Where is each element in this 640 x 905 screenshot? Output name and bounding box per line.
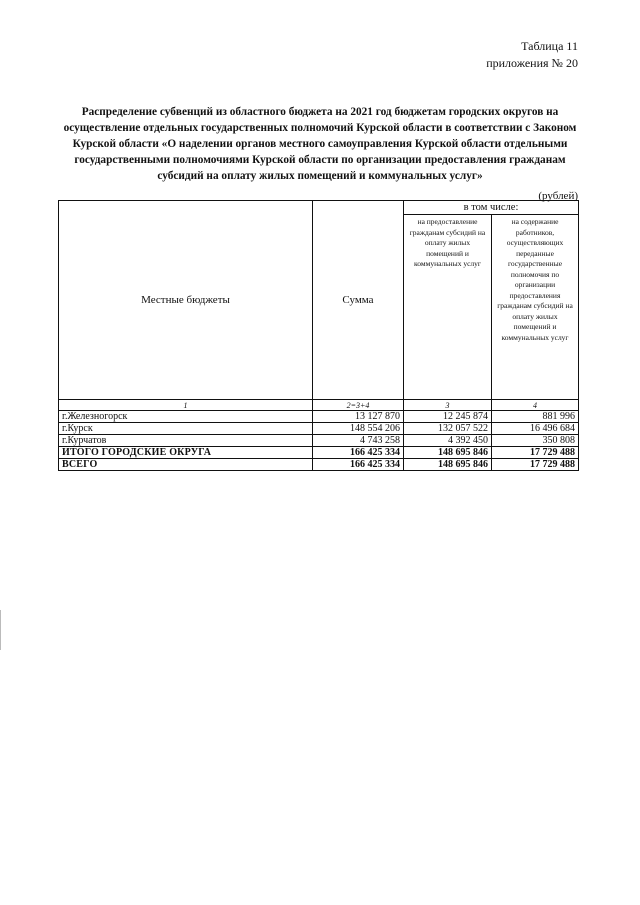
row-sum: 148 554 206 [313, 423, 404, 435]
total-row-all [59, 459, 579, 471]
row-staff: 350 808 [492, 435, 579, 447]
table-row [59, 423, 579, 435]
row-sum: 166 425 334 [313, 459, 404, 471]
subvention-table [58, 200, 579, 471]
row-name: г.Железногорск [59, 411, 313, 423]
row-sum: 166 425 334 [313, 447, 404, 459]
header-subsidies: на предоставление гражданам субсидий на оплату жилых помещений и коммунальных услуг [404, 215, 492, 400]
row-subsidies: 148 695 846 [404, 447, 492, 459]
table-number: Таблица 11 [521, 39, 578, 53]
row-staff: 881 996 [492, 411, 579, 423]
table-row [59, 435, 579, 447]
row-subsidies: 4 392 450 [404, 435, 492, 447]
row-name: ВСЕГО [59, 459, 313, 471]
units-label: (рублей) [538, 190, 578, 202]
header-including: в том числе: [404, 201, 579, 215]
column-number: 3 [404, 400, 492, 411]
row-name: г.Курск [59, 423, 313, 435]
row-subsidies: 148 695 846 [404, 459, 492, 471]
header-staff-maintenance: на содержание работников, осуществляющих переданные государственные полномочия по организации предоставления гражданам субсидий на оплату жилых помещений и коммунальных услуг [492, 215, 579, 400]
row-staff: 17 729 488 [492, 447, 579, 459]
total-row-city-districts [59, 447, 579, 459]
row-staff: 16 496 684 [492, 423, 579, 435]
column-number: 4 [492, 400, 579, 411]
row-sum: 4 743 258 [313, 435, 404, 447]
scan-edge-mark [0, 610, 1, 650]
table-row [59, 411, 579, 423]
column-numbers-row [59, 400, 579, 411]
row-name: ИТОГО ГОРОДСКИЕ ОКРУГА [59, 447, 313, 459]
column-number: 2=3+4 [313, 400, 404, 411]
appendix-header [486, 38, 578, 72]
row-staff: 17 729 488 [492, 459, 579, 471]
appendix-number: приложения № 20 [486, 56, 578, 70]
row-sum: 13 127 870 [313, 411, 404, 423]
column-number: 1 [59, 400, 313, 411]
row-subsidies: 12 245 874 [404, 411, 492, 423]
row-name: г.Курчатов [59, 435, 313, 447]
document-title: Распределение субвенций из областного бюджета на 2021 год бюджетам городских округов на осуществление отдельных государственных полномочий Курской области в соответствии с Законом Курской области «О наделении органов местного самоуправления Курской области отдельными государственными полномочиями Курской области по организации предоставления гражданам субсидий на оплату жилых помещений и коммунальных услуг» [63, 106, 577, 182]
header-sum: Сумма [313, 201, 404, 400]
row-subsidies: 132 057 522 [404, 423, 492, 435]
header-local-budgets: Местные бюджеты [59, 201, 313, 400]
